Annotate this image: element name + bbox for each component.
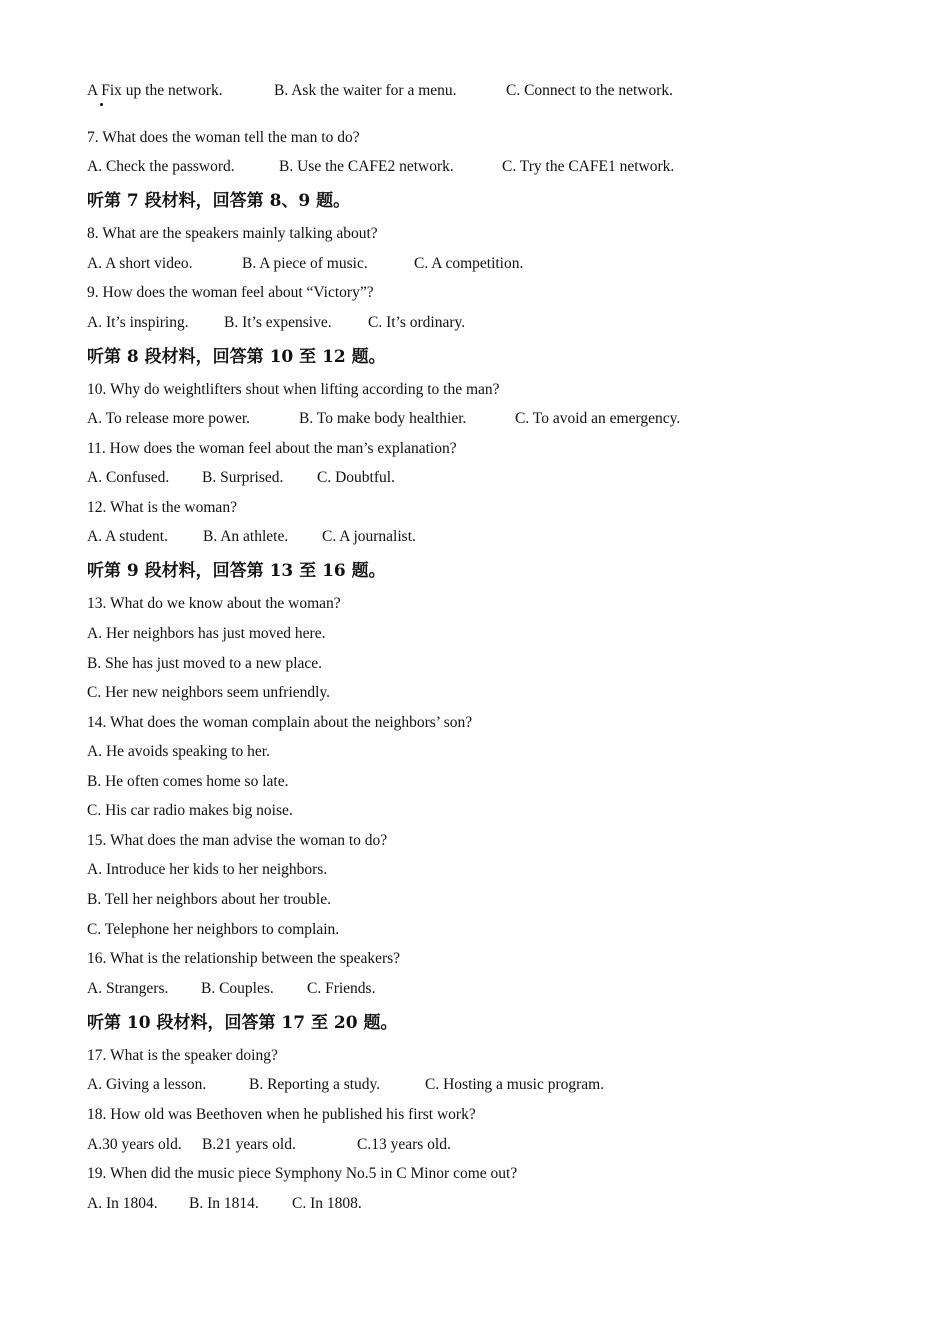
answer-option: B. He often comes home so late. [87,773,289,790]
answer-option: A. Confused. [87,469,170,486]
answer-option: A. Strangers. [87,980,169,997]
answer-option: B. Use the CAFE2 network. [279,158,454,175]
answer-option: C.13 years old. [357,1136,451,1153]
question-text: 12. What is the woman? [87,499,237,516]
answer-option: C. Connect to the network. [506,82,674,99]
answer-option: B. In 1814. [189,1195,259,1212]
answer-option: B. Couples. [201,980,274,997]
answer-options-row [87,979,847,999]
answer-option: B.21 years old. [202,1136,296,1153]
answer-option: B. Reporting a study. [249,1076,381,1093]
answer-option: A. To release more power. [87,410,251,427]
answer-option: C. To avoid an emergency. [515,410,681,427]
bullet-dot [100,103,103,106]
section-heading: 听第 10 段材料，回答第 17 至 20 题。 [87,1013,398,1033]
question-text: 10. Why do weightlifters shout when lifting according to the man? [87,381,500,398]
answer-option: A Fix up the network. [87,82,223,99]
answer-option: B. An athlete. [203,528,289,545]
answer-option: C. His car radio makes big noise. [87,802,293,819]
answer-option: B. She has just moved to a new place. [87,655,323,672]
answer-option: A. A short video. [87,255,193,272]
question-text: 11. How does the woman feel about the man’s explanation? [87,440,457,457]
answer-option: C. A competition. [414,255,524,272]
answer-options-row [87,527,847,547]
answer-option: C. Try the CAFE1 network. [502,158,675,175]
answer-option: B. Surprised. [202,469,284,486]
answer-option: A. Giving a lesson. [87,1076,207,1093]
question-text: 16. What is the relationship between the speakers? [87,950,401,967]
question-text: 19. When did the music piece Symphony No.5 in C Minor come out? [87,1165,518,1182]
answer-options-row [87,1075,847,1095]
answer-option: C. Friends. [307,980,376,997]
question-text: 9. How does the woman feel about “Victory”? [87,284,374,301]
answer-option: B. To make body healthier. [299,410,467,427]
answer-options-row [87,157,847,177]
answer-options-row [87,1194,847,1214]
answer-options-row [87,468,847,488]
answer-option: B. Tell her neighbors about her trouble. [87,891,331,908]
answer-option: A. Introduce her kids to her neighbors. [87,861,328,878]
answer-option: A. A student. [87,528,168,545]
answer-option: B. A piece of music. [242,255,368,272]
answer-option: B. Ask the waiter for a menu. [274,82,457,99]
answer-options-row [87,81,847,101]
question-text: 17. What is the speaker doing? [87,1047,278,1064]
answer-option: C. In 1808. [292,1195,362,1212]
answer-option: C. Doubtful. [317,469,395,486]
answer-option: C. Telephone her neighbors to complain. [87,921,340,938]
answer-option: B. It’s expensive. [224,314,332,331]
answer-options-row [87,254,847,274]
answer-option: A. Check the password. [87,158,235,175]
question-text: 13. What do we know about the woman? [87,595,341,612]
section-heading: 听第 7 段材料，回答第 8、9 题。 [87,191,351,211]
answer-option: C. Her new neighbors seem unfriendly. [87,684,331,701]
answer-option: C. Hosting a music program. [425,1076,605,1093]
answer-option: A. He avoids speaking to her. [87,743,270,760]
answer-option: C. It’s ordinary. [368,314,466,331]
answer-options-row [87,313,847,333]
answer-option: A. It’s inspiring. [87,314,189,331]
answer-option: A. In 1804. [87,1195,158,1212]
section-heading: 听第 9 段材料，回答第 13 至 16 题。 [87,561,386,581]
question-text: 14. What does the woman complain about the neighbors’ son? [87,714,473,731]
answer-option: A.30 years old. [87,1136,182,1153]
answer-option: A. Her neighbors has just moved here. [87,625,326,642]
answer-options-row [87,409,847,429]
section-heading: 听第 8 段材料，回答第 10 至 12 题。 [87,347,386,367]
question-text: 8. What are the speakers mainly talking about? [87,225,378,242]
question-text: 18. How old was Beethoven when he published his first work? [87,1106,476,1123]
answer-option: C. A journalist. [322,528,416,545]
question-text: 7. What does the woman tell the man to do? [87,129,360,146]
question-text: 15. What does the man advise the woman to do? [87,832,388,849]
answer-options-row [87,1135,847,1155]
